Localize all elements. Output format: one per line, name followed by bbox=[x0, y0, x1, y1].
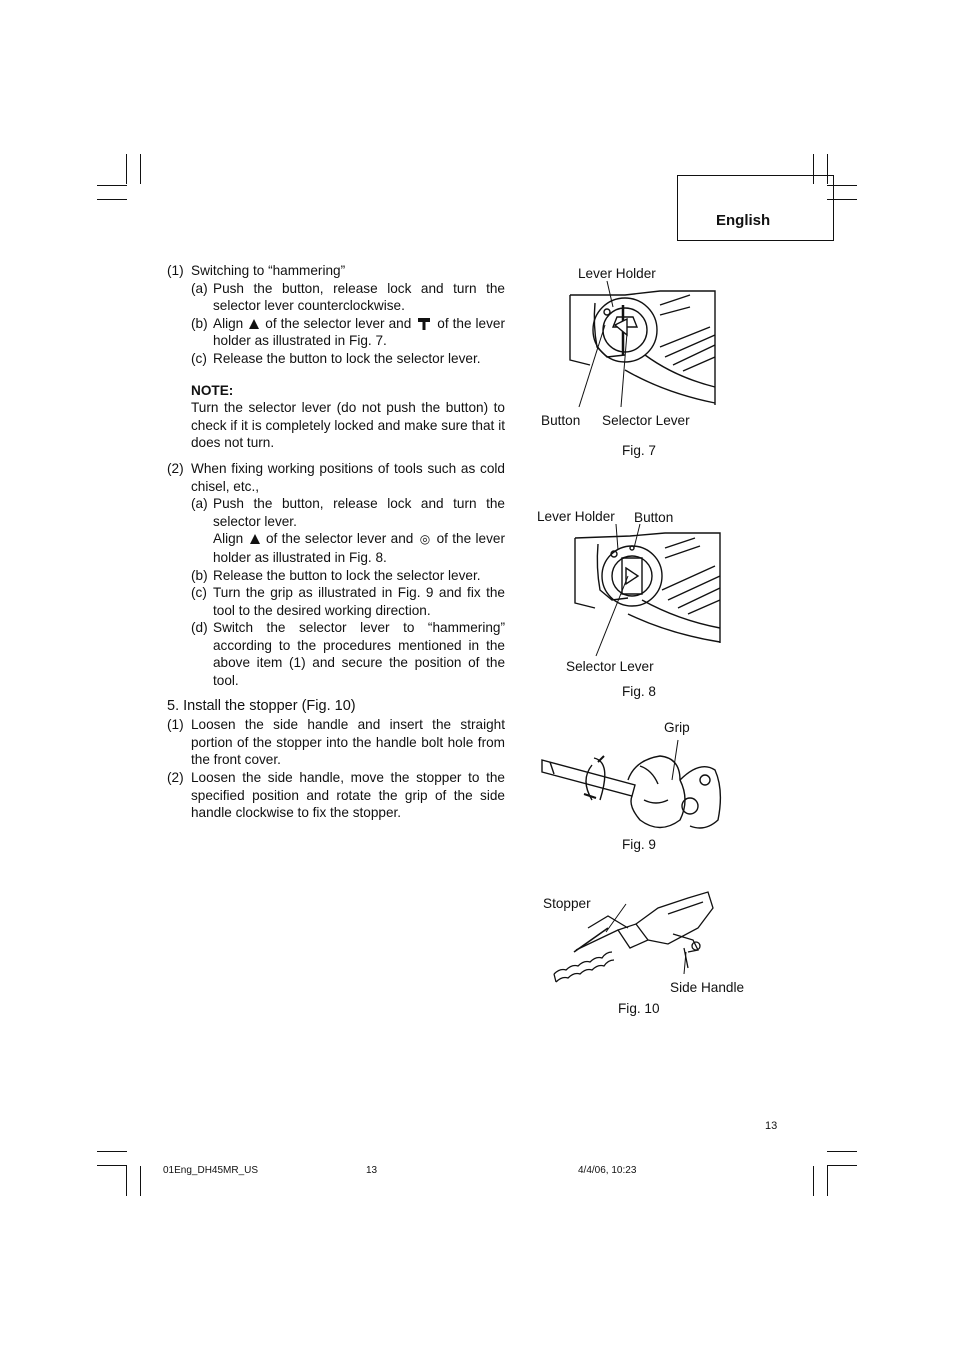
hammer-icon bbox=[417, 317, 431, 330]
note-body: Turn the selector lever (do not push the button) to check if it is completely locked and make sure that it does not turn. bbox=[191, 400, 505, 451]
fig8-lever-holder-label: Lever Holder bbox=[537, 509, 615, 524]
item-2c-label: (c) bbox=[191, 585, 207, 601]
item-2a-post: of the lever holder as illustrated in Fig. 8. bbox=[213, 531, 505, 565]
section-5-item-1-number: (1) bbox=[167, 717, 184, 733]
fig9-grip-label: Grip bbox=[664, 720, 690, 735]
section-5-item-2-text: Loosen the side handle, move the stopper to the specified position and rotate the grip of the side handle clockwise to fix the stopper. bbox=[191, 770, 505, 821]
fig10-caption: Fig. 10 bbox=[618, 1001, 660, 1016]
fig10-side-handle-label: Side Handle bbox=[670, 980, 745, 995]
item-1a bbox=[191, 280, 505, 315]
fig7-selector-lever-label: Selector Lever bbox=[602, 413, 690, 428]
item-2a-pre: Align bbox=[213, 531, 244, 547]
fig9-caption: Fig. 9 bbox=[622, 837, 656, 852]
language-tab bbox=[677, 175, 834, 241]
item-1b-post: of the lever holder as illustrated in Fig. 7. bbox=[213, 315, 506, 349]
section-5-item-2-number: (2) bbox=[167, 770, 184, 786]
item-1 bbox=[167, 262, 505, 280]
fig8-illustration bbox=[570, 528, 725, 648]
item-2b-text: Release the button to lock the selector lever. bbox=[213, 567, 481, 583]
language-label: English bbox=[716, 212, 771, 229]
section-5-title: 5. Install the stopper (Fig. 10) bbox=[167, 697, 356, 714]
item-2d bbox=[191, 619, 505, 689]
item-2b-label: (b) bbox=[191, 567, 208, 583]
item-2a-align bbox=[213, 530, 505, 566]
fig8-caption: Fig. 8 bbox=[622, 684, 656, 699]
item-2c-text: Turn the grip as illustrated in Fig. 9 and fix the tool to the desired working direction. bbox=[213, 585, 505, 618]
item-1b-label: (b) bbox=[191, 315, 208, 331]
item-1c bbox=[191, 350, 505, 368]
item-1c-text: Release the button to lock the selector lever. bbox=[213, 350, 481, 366]
item-1c-label: (c) bbox=[191, 350, 207, 366]
page-number: 13 bbox=[765, 1120, 778, 1132]
item-1b-text bbox=[213, 315, 505, 350]
item-1b-mid: of the selector lever and bbox=[265, 315, 412, 331]
double-circle-icon: ◎ bbox=[419, 532, 431, 547]
instructions-column bbox=[167, 262, 505, 822]
fig8-selector-lever-label: Selector Lever bbox=[566, 659, 654, 674]
footer-timestamp: 4/4/06, 10:23 bbox=[578, 1165, 637, 1176]
item-2a-text: Push the button, release lock and turn the selector lever. bbox=[213, 496, 505, 529]
item-2c bbox=[191, 584, 505, 619]
item-2-number: (2) bbox=[167, 460, 184, 476]
item-2-title: When fixing working positions of tools such as cold chisel, etc., bbox=[191, 460, 505, 494]
fig8-button-label: Button bbox=[634, 510, 674, 525]
fig7-lever-holder-label: Lever Holder bbox=[578, 266, 656, 281]
section-5-item-1 bbox=[167, 716, 505, 769]
item-1b bbox=[191, 315, 505, 350]
item-2b bbox=[191, 567, 505, 585]
item-2a-label: (a) bbox=[191, 496, 208, 512]
triangle-icon bbox=[249, 319, 259, 329]
item-2d-label: (d) bbox=[191, 620, 208, 636]
fig10-stopper-label: Stopper bbox=[543, 896, 591, 911]
section-5-item-1-text: Loosen the side handle and insert the straight portion of the stopper into the handle bolt hole from the front cover. bbox=[191, 717, 505, 768]
fig10-illustration bbox=[548, 888, 718, 988]
item-1-title: Switching to “hammering” bbox=[191, 263, 346, 278]
item-1-number: (1) bbox=[167, 263, 184, 278]
item-2 bbox=[167, 460, 505, 495]
triangle-icon bbox=[250, 534, 260, 544]
fig9-illustration bbox=[540, 740, 725, 840]
section-5-item-2 bbox=[167, 769, 505, 822]
fig7-caption: Fig. 7 bbox=[622, 443, 656, 458]
item-1a-text: Push the button, release lock and turn the selector lever counterclockwise. bbox=[213, 280, 505, 314]
item-1b-pre: Align bbox=[213, 315, 244, 331]
fig7-button-label: Button bbox=[541, 413, 581, 428]
footer-page: 13 bbox=[366, 1165, 378, 1176]
item-2d-text: Switch the selector lever to “hammering” according to the procedures mentioned in the above item (1) and secure the position of the tool. bbox=[213, 620, 505, 689]
item-2a bbox=[191, 495, 505, 566]
footer-filename: 01Eng_DH45MR_US bbox=[163, 1165, 259, 1176]
item-2a-mid: of the selector lever and bbox=[265, 531, 414, 547]
note-heading: NOTE: bbox=[191, 382, 234, 398]
item-1a-label: (a) bbox=[191, 280, 208, 296]
fig7-illustration bbox=[565, 285, 725, 415]
